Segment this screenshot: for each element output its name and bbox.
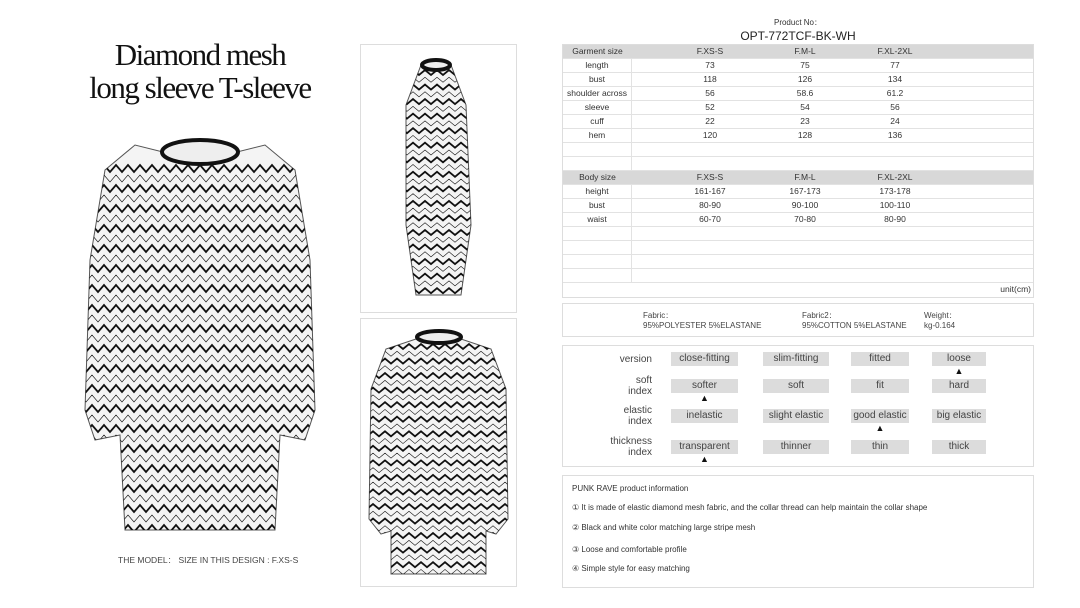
- table-cell: 126: [797, 74, 813, 84]
- index-label: [572, 375, 652, 397]
- table-row: [563, 227, 1033, 241]
- table-cell: [645, 255, 775, 268]
- index-option: close-fitting: [671, 352, 738, 366]
- table-row: [563, 269, 1033, 283]
- product-no-label: Product No：: [773, 18, 823, 27]
- info-title: PUNK RAVE product information: [572, 484, 689, 493]
- table-cell: [835, 157, 955, 170]
- index-label-line: soft: [635, 375, 652, 386]
- table-cell: hem: [563, 129, 632, 142]
- table-cell: F.M-L: [794, 46, 816, 56]
- garment-front-image: [80, 110, 320, 550]
- table-row: [563, 199, 1033, 213]
- table-cell: Garment size: [572, 46, 623, 56]
- table-header: [563, 171, 1033, 185]
- table-cell: [563, 143, 632, 156]
- table-cell: 70-80: [794, 214, 816, 224]
- table-cell: 54: [800, 102, 810, 112]
- table-cell: [645, 227, 775, 240]
- fabric-2: [802, 311, 907, 331]
- index-label: [572, 405, 652, 427]
- selected-marker-icon: ▲: [700, 393, 709, 403]
- table-cell: [563, 269, 632, 282]
- info-item: ③ Loose and comfortable profile: [572, 545, 687, 554]
- info-item: ② Black and white color matching large stripe mesh: [572, 523, 756, 532]
- weight-value: kg-0.164: [924, 321, 956, 330]
- fabric-2-label: Fabric2：: [802, 311, 837, 320]
- index-option: soft: [763, 379, 829, 393]
- index-option: slight elastic: [763, 409, 829, 423]
- index-option: transparent: [671, 440, 738, 454]
- table-cell: 167-173: [789, 186, 821, 196]
- table-cell: 128: [797, 130, 813, 140]
- table-cell: 80-90: [884, 214, 906, 224]
- table-cell: length: [563, 59, 632, 72]
- table-cell: 56: [890, 102, 900, 112]
- index-option: inelastic: [671, 409, 738, 423]
- table-cell: 90-100: [791, 200, 819, 210]
- model-caption: THE MODEL： SIZE IN THIS DESIGN : F.XS-S: [118, 555, 299, 565]
- garment-body: [85, 145, 315, 530]
- table-cell: shoulder across: [563, 87, 632, 100]
- index-option: thinner: [763, 440, 829, 454]
- table-cell: [835, 269, 955, 282]
- info-item: ④ Simple style for easy matching: [572, 564, 690, 573]
- table-cell: [645, 269, 775, 282]
- table-row: [563, 101, 1033, 115]
- table-header: [563, 45, 1033, 59]
- index-label-line: index: [628, 447, 652, 458]
- info-item: ① It is made of elastic diamond mesh fabric, and the collar thread can help maintain the collar shape: [572, 503, 928, 512]
- table-row: [563, 115, 1033, 129]
- collar: [162, 140, 238, 164]
- table-cell: bust: [563, 199, 632, 212]
- product-title: [60, 38, 340, 104]
- table-cell: [835, 255, 955, 268]
- table-cell: 80-90: [699, 200, 721, 210]
- table-cell: 60-70: [699, 214, 721, 224]
- index-label-line: elastic: [623, 405, 652, 416]
- table-row: [563, 241, 1033, 255]
- title-line-1: Diamond mesh: [114, 37, 286, 72]
- table-cell: [563, 255, 632, 268]
- table-row: [563, 213, 1033, 227]
- table-cell: 73: [705, 60, 715, 70]
- selected-marker-icon: ▲: [954, 366, 964, 376]
- table-row: [563, 129, 1033, 143]
- table-cell: Body size: [579, 172, 616, 182]
- index-option: good elastic: [851, 409, 909, 423]
- index-option: hard: [932, 379, 986, 393]
- table-cell: 118: [703, 74, 717, 84]
- index-label-line: thickness: [610, 436, 652, 447]
- table-row: [563, 185, 1033, 199]
- table-cell: 75: [800, 60, 810, 70]
- collar: [422, 60, 450, 70]
- fabric-box: [562, 303, 1034, 337]
- table-cell: [775, 143, 835, 156]
- index-label: [572, 436, 652, 458]
- table-cell: waist: [563, 213, 632, 226]
- table-cell: [775, 255, 835, 268]
- table-row: [563, 59, 1033, 73]
- size-table: [562, 44, 1034, 298]
- index-option: fit: [851, 379, 909, 393]
- fabric-1-value: 95%POLYESTER 5%ELASTANE: [643, 321, 762, 330]
- table-cell: sleeve: [563, 101, 632, 114]
- table-cell: 120: [702, 130, 718, 140]
- index-option: thick: [932, 440, 986, 454]
- table-cell: [645, 157, 775, 170]
- weight-label: Weight：: [924, 311, 957, 320]
- garment-side-image: [361, 45, 516, 312]
- title-line-2: long sleeve T-sleeve: [89, 70, 311, 105]
- table-cell: height: [563, 185, 632, 198]
- table-cell: 134: [887, 74, 903, 84]
- table-cell: [775, 241, 835, 254]
- table-cell: bust: [563, 73, 632, 86]
- table-cell: 61.2: [886, 88, 904, 98]
- garment-back-image: [361, 319, 516, 586]
- table-row: [563, 73, 1033, 87]
- table-row: [563, 157, 1033, 171]
- table-cell: F.XL-2XL: [877, 172, 913, 182]
- table-cell: 52: [705, 102, 715, 112]
- table-cell: [775, 227, 835, 240]
- table-cell: [835, 227, 955, 240]
- table-cell: [563, 157, 632, 170]
- index-option: softer: [671, 379, 738, 393]
- index-option: loose: [932, 352, 986, 366]
- table-cell: 56: [705, 88, 715, 98]
- product-code: OPT-772TCF-BK-WH: [740, 29, 856, 43]
- fabric-1-label: Fabric：: [643, 311, 674, 320]
- index-option: big elastic: [932, 409, 986, 423]
- index-label-line: version: [619, 354, 652, 365]
- table-cell: [645, 143, 775, 156]
- fabric-2-value: 95%COTTON 5%ELASTANE: [802, 321, 907, 330]
- product-info-box: [562, 475, 1034, 588]
- table-cell: [775, 157, 835, 170]
- index-label-line: index: [628, 416, 652, 427]
- back-view-frame: [360, 318, 517, 587]
- table-cell: [645, 241, 775, 254]
- table-cell: 100-110: [879, 200, 911, 210]
- side-view-frame: [360, 44, 517, 313]
- table-cell: 58.6: [796, 88, 814, 98]
- index-option: thin: [851, 440, 909, 454]
- table-cell: [775, 269, 835, 282]
- selected-marker-icon: ▲: [700, 454, 709, 464]
- table-cell: F.XL-2XL: [877, 46, 913, 56]
- table-cell: [835, 143, 955, 156]
- selected-marker-icon: ▲: [875, 423, 885, 433]
- index-option: fitted: [851, 352, 909, 366]
- index-box: [562, 345, 1034, 467]
- fabric-1: [643, 311, 761, 331]
- table-cell: [563, 241, 632, 254]
- table-cell: F.M-L: [794, 172, 816, 182]
- table-cell: 161-167: [694, 186, 726, 196]
- table-row: [563, 255, 1033, 269]
- table-cell: F.XS-S: [696, 172, 724, 182]
- table-cell: 24: [890, 116, 900, 126]
- table-row: [563, 87, 1033, 101]
- index-label: [572, 354, 652, 365]
- index-option: slim-fitting: [763, 352, 829, 366]
- table-cell: [835, 241, 955, 254]
- table-cell: [563, 227, 632, 240]
- table-cell: cuff: [563, 115, 632, 128]
- table-cell: 22: [705, 116, 715, 126]
- unit-label: unit(cm): [1000, 284, 1031, 294]
- collar: [417, 331, 461, 343]
- table-cell: 77: [890, 60, 900, 70]
- index-label-line: index: [628, 386, 652, 397]
- table-cell: 136: [887, 130, 903, 140]
- table-cell: F.XS-S: [696, 46, 724, 56]
- table-row: [563, 143, 1033, 157]
- table-cell: 173-178: [879, 186, 911, 196]
- weight: [924, 311, 957, 331]
- table-cell: 23: [800, 116, 810, 126]
